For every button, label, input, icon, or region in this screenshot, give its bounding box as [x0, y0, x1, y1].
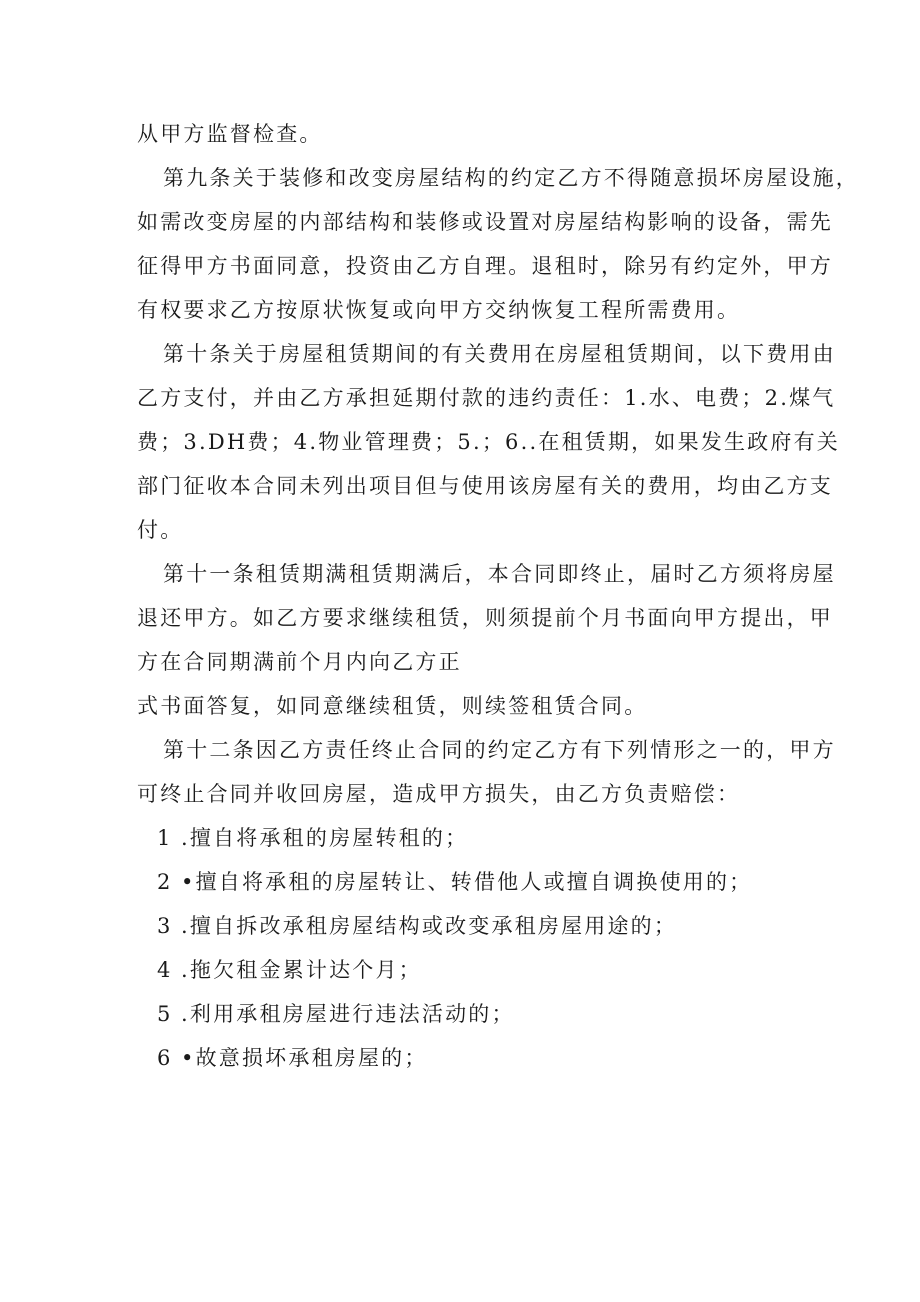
- list-item: [137, 904, 797, 948]
- list-item-text: .利用承租房屋进行违法活动的；: [181, 1002, 515, 1026]
- text-line: 费；3.DH费；4.物业管理费；5.；6..在租赁期，如果发生政府有关: [137, 430, 840, 454]
- text-line: 方在合同期满前个月内向乙方正: [137, 650, 462, 674]
- list-item-number: 4: [157, 958, 173, 982]
- text-line: 乙方支付，并由乙方承担延期付款的违约责任：1.水、电费；2.煤气: [137, 386, 836, 410]
- list-item: [137, 816, 797, 860]
- list-item: [137, 1036, 797, 1080]
- text-line: 从甲方监督检查。: [137, 122, 323, 146]
- text-line: 部门征收本合同未列出项目但与使用该房屋有关的费用，均由乙方支: [137, 474, 833, 498]
- list-item-number: 6: [157, 1046, 173, 1070]
- text-line: 有权要求乙方按原状恢复或向甲方交纳恢复工程所需费用。: [137, 298, 741, 322]
- article-11-heading-line: 第十一条租赁期满租赁期满后，本合同即终止，届时乙方须将房屋: [163, 562, 836, 586]
- list-item-text: .擅自将承租的房屋转租的；: [181, 826, 469, 850]
- list-item: [137, 860, 797, 904]
- text-line: 如需改变房屋的内部结构和装修或设置对房屋结构影响的设备，需先: [137, 210, 833, 234]
- list-item-number: 5: [157, 1002, 173, 1026]
- list-item-text: .拖欠租金累计达个月；: [181, 958, 422, 982]
- text-line: 退还甲方。如乙方要求继续租赁，则须提前个月书面向甲方提出，甲: [137, 606, 833, 630]
- text-line: 付。: [137, 518, 184, 542]
- list-item: [137, 948, 797, 992]
- text-line: 可终止合同并收回房屋，造成甲方损失，由乙方负责赔偿：: [137, 782, 741, 806]
- list-item-number: 1: [157, 826, 173, 850]
- text-line: 式书面答复，如同意继续租赁，则续签租赁合同。: [137, 694, 648, 718]
- list-item-text: •擅自将承租的房屋转让、转借他人或擅自调换使用的；: [181, 870, 753, 894]
- list-item-text: •故意损坏承租房屋的；: [181, 1046, 428, 1070]
- article-12-heading-line: 第十二条因乙方责任终止合同的约定乙方有下列情形之一的，甲方: [163, 738, 836, 762]
- list-item: [137, 992, 797, 1036]
- article-10-heading-line: 第十条关于房屋租赁期间的有关费用在房屋租赁期间，以下费用由: [163, 342, 836, 366]
- document-body: [137, 112, 859, 1080]
- list-item-number: 2: [157, 870, 173, 894]
- article-9-heading-line: 第九条关于装修和改变房屋结构的约定乙方不得随意损坏房屋设施，: [163, 166, 859, 190]
- list-item-text: .擅自拆改承租房屋结构或改变承租房屋用途的；: [181, 914, 678, 938]
- text-line: 征得甲方书面同意，投资由乙方自理。退租时，除另有约定外，甲方: [137, 254, 833, 278]
- list-item-number: 3: [157, 914, 173, 938]
